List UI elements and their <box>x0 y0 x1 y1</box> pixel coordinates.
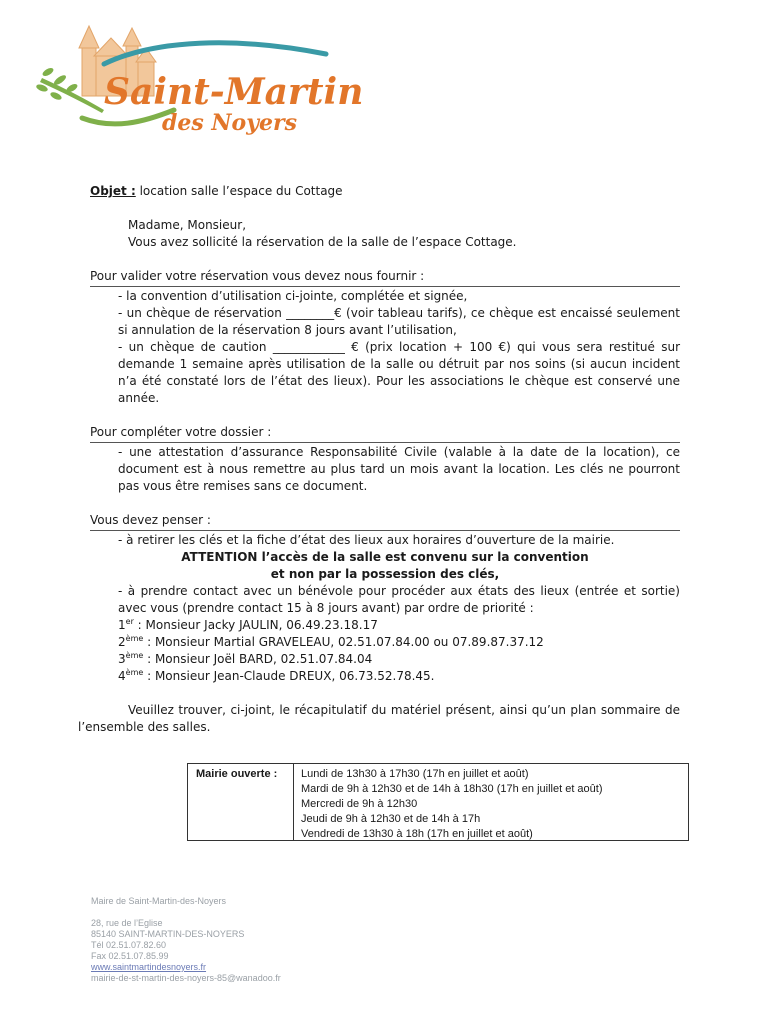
list-item: - un chèque de caution ____________ € (prix location + 100 €) qui vous sera restitué sur demande 1 semaine après utilisation de la salle ou détruit par nos soins (si aucun incident n’a été constaté lors de l’état des lieux). Pour les associations le chèque est conservé une année. <box>118 340 680 405</box>
list-item: - la convention d’utilisation ci-jointe, complétée et signée, <box>118 289 468 303</box>
greeting: Madame, Monsieur, <box>128 218 247 232</box>
footer-city: 85140 SAINT-MARTIN-DES-NOYERS <box>91 929 245 939</box>
object-label: Objet : <box>90 184 136 198</box>
footer-fax: Fax 02.51.07.85.99 <box>91 951 169 961</box>
section-title-penser: Vous devez penser : <box>90 512 680 531</box>
section-title-reservation: Pour valider votre réservation vous devez nous fournir : <box>90 268 680 287</box>
opening-hours-row: Mercredi de 9h à 12h30 <box>301 798 418 810</box>
footer-email: mairie-de-st-martin-des-noyers-85@wanadoo.fr <box>91 973 281 983</box>
footer-address: 28, rue de l’Eglise <box>91 918 163 928</box>
divider <box>293 763 294 840</box>
letter-body <box>78 183 680 736</box>
closing-paragraph: Veuillez trouver, ci-joint, le récapitulatif du matériel présent, ainsi qu’un plan sommaire de l’ensemble des salles. <box>78 703 680 734</box>
footer-phone: Tél 02.51.07.82.60 <box>91 940 167 950</box>
intro: Vous avez sollicité la réservation de la salle de l’espace Cottage. <box>128 235 517 249</box>
object-text: location salle l’espace du Cottage <box>135 184 343 198</box>
list-item: - un chèque de réservation ________€ (voir tableau tarifs), ce chèque est encaissé seulement si annulation de la réservation 8 jours avant l’utilisation, <box>118 306 680 337</box>
logo-subtitle: des Noyers <box>162 110 297 136</box>
object-line <box>90 183 680 200</box>
logo-title: Saint-Martin <box>104 71 364 113</box>
attention-line-1: ATTENTION l’accès de la salle est convenu sur la convention <box>181 550 589 564</box>
opening-hours-row: Jeudi de 9h à 12h30 et de 14h à 17h <box>301 813 481 825</box>
section-title-dossier: Pour compléter votre dossier : <box>90 424 680 443</box>
list-item: - à prendre contact avec un bénévole pour procéder aux états des lieux (entrée et sortie) avec vous (prendre contact 15 à 8 jours avant) par ordre de priorité : <box>118 584 680 615</box>
contact-item: 4ème : Monsieur Jean-Claude DREUX, 06.73.52.78.45. <box>118 668 435 683</box>
opening-hours-list <box>301 767 603 842</box>
municipality-logo <box>34 18 364 140</box>
attention-line-2: et non par la possession des clés, <box>270 567 500 581</box>
contact-item: 2ème : Monsieur Martial GRAVELEAU, 02.51.07.84.00 ou 07.89.87.37.12 <box>118 634 544 649</box>
contact-item: 3ème : Monsieur Joël BARD, 02.51.07.84.04 <box>118 651 373 666</box>
list-item: - à retirer les clés et la fiche d’état des lieux aux horaires d’ouverture de la mairie. <box>118 533 615 547</box>
opening-hours-label: Mairie ouverte : <box>196 768 278 780</box>
opening-hours-box <box>187 763 689 841</box>
opening-hours-row: Mardi de 9h à 12h30 et de 14h à 18h30 (17h en juillet et août) <box>301 783 603 795</box>
opening-hours-row: Lundi de 13h30 à 17h30 (17h en juillet et août) <box>301 768 529 780</box>
footer-org: Maire de Saint-Martin-des-Noyers <box>91 896 227 906</box>
website-link[interactable]: www.saintmartindesnoyers.fr <box>91 962 207 972</box>
list-item: - une attestation d’assurance Responsabilité Civile (valable à la date de la location), ce document est à nous remettre au plus tard un mois avant la location. Les clés ne pourront pas vous être remises sans ce document. <box>118 445 680 493</box>
contact-item: 1er : Monsieur Jacky JAULIN, 06.49.23.18.17 <box>118 617 378 632</box>
footer <box>91 896 281 984</box>
opening-hours-row: Vendredi de 13h30 à 18h (17h en juillet et août) <box>301 828 533 840</box>
